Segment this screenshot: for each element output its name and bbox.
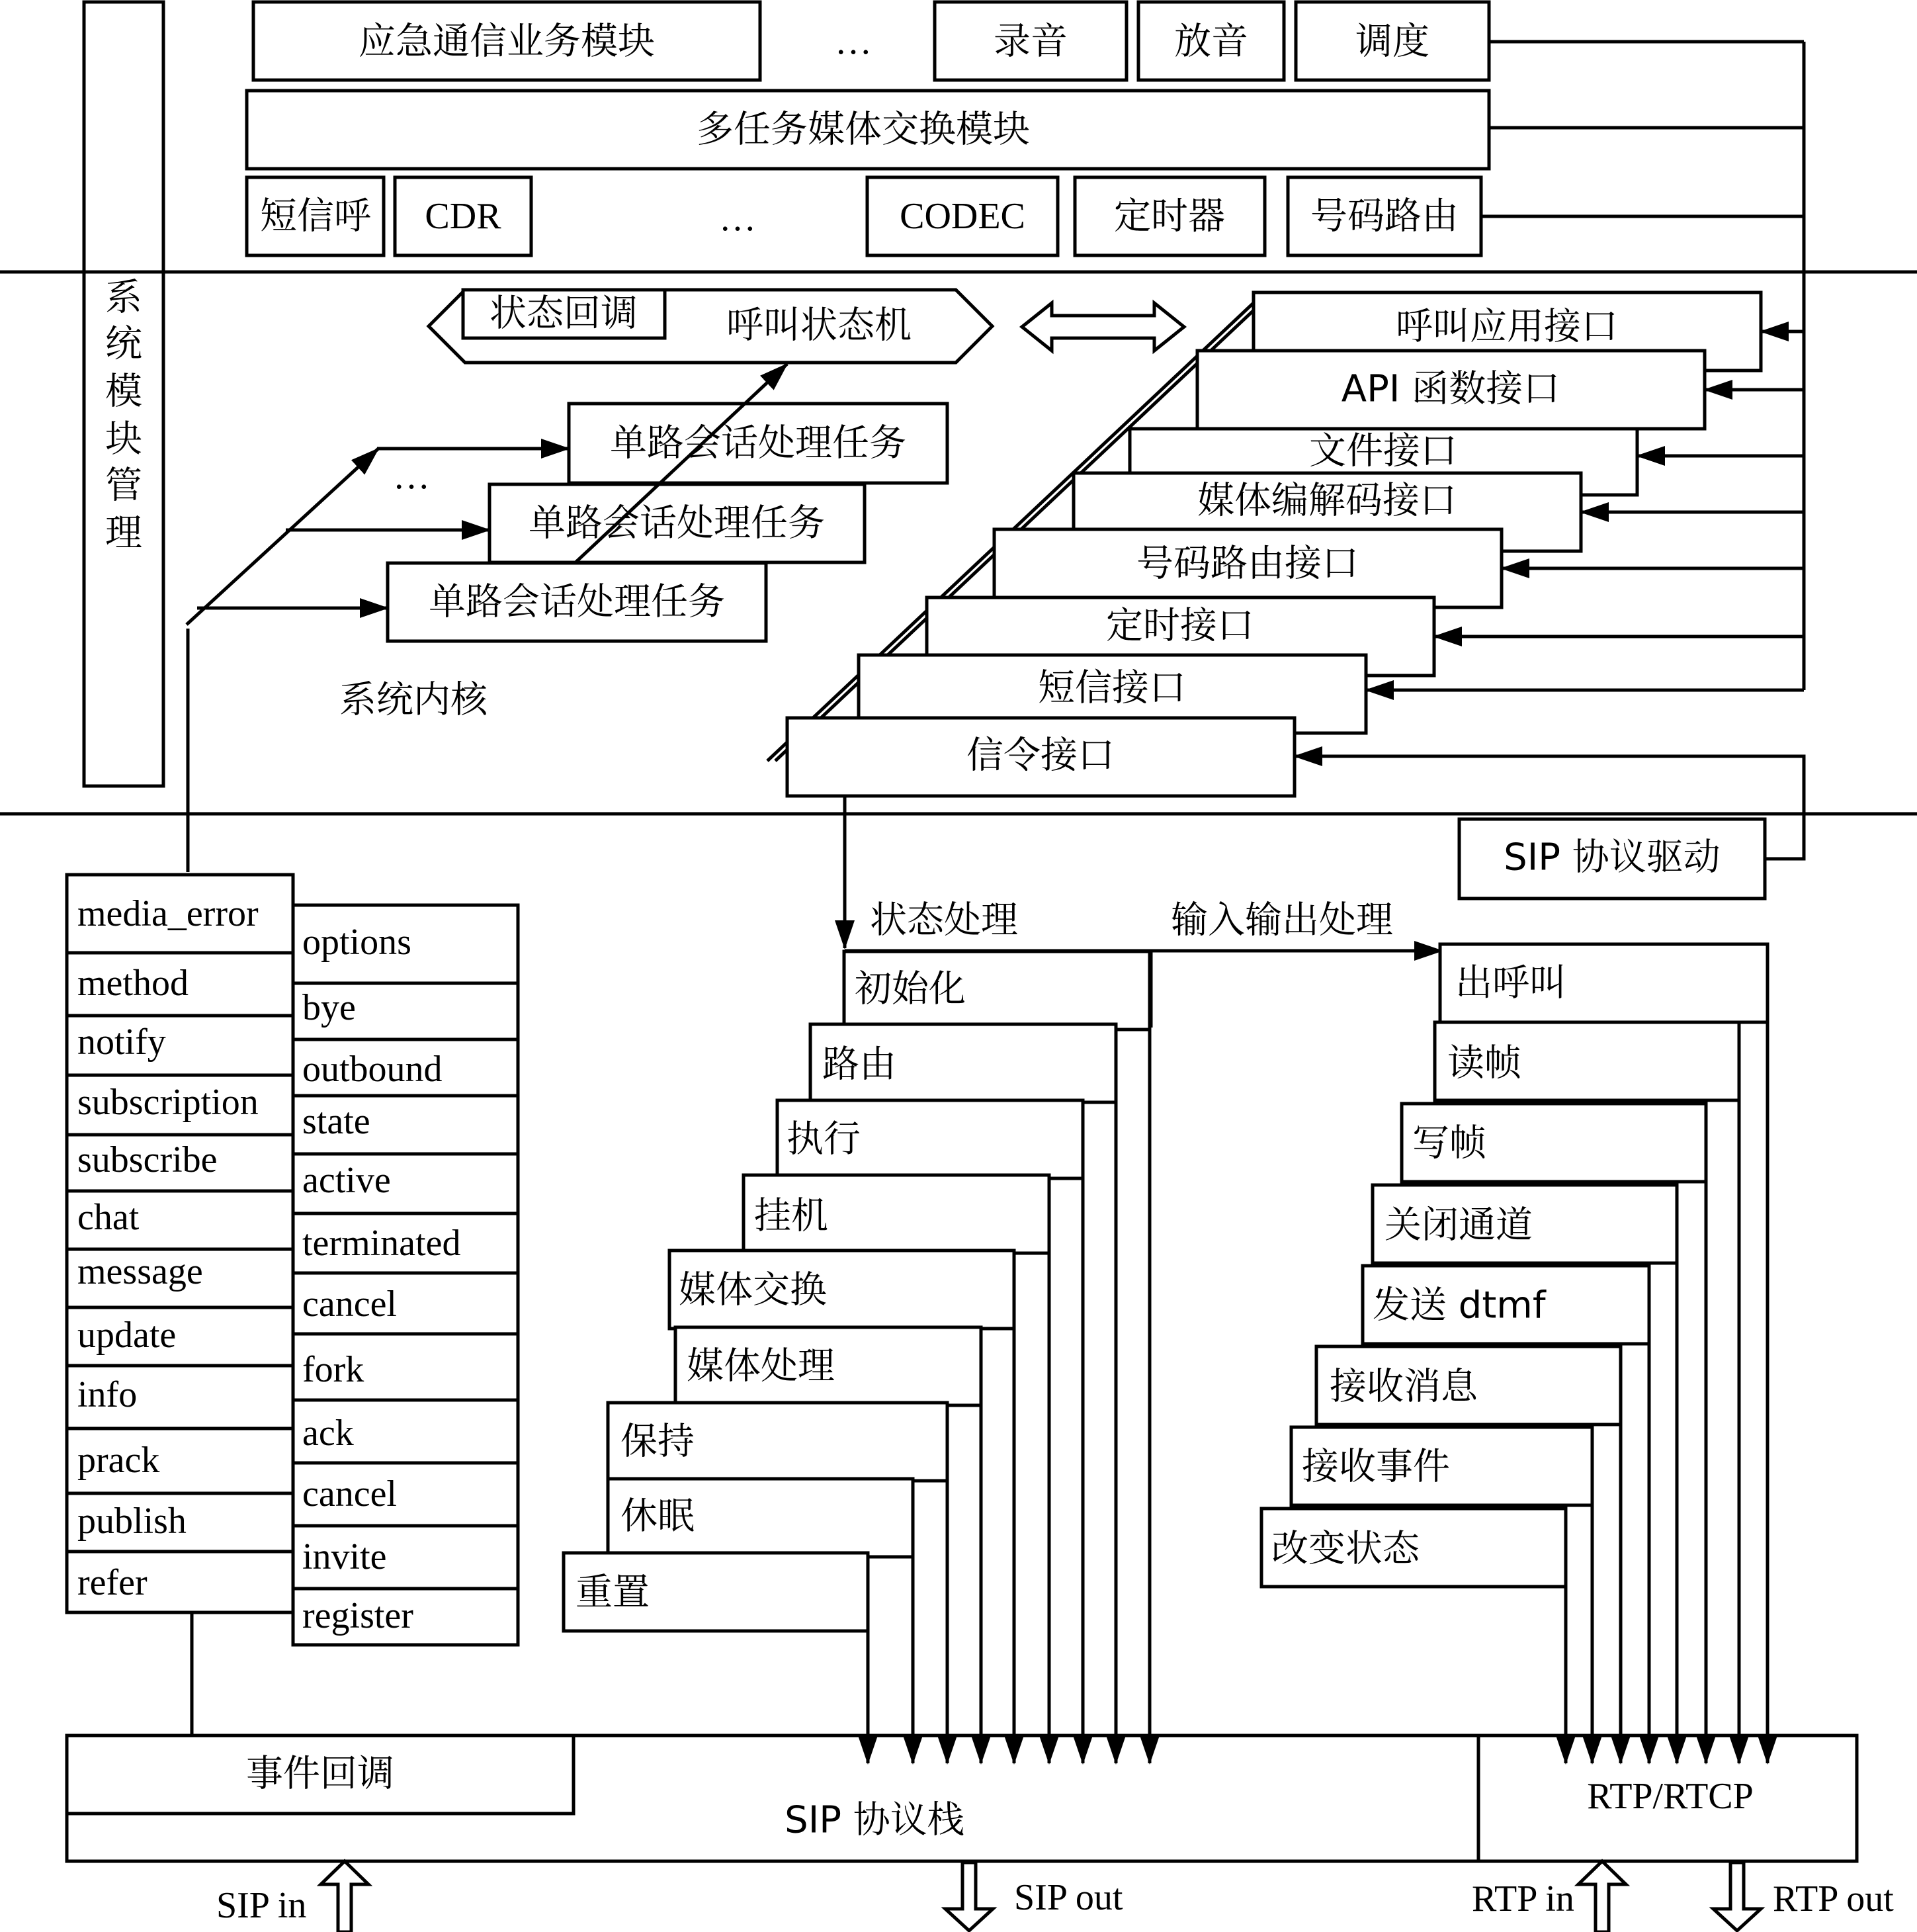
kernel-ellipsis: …: [393, 456, 430, 497]
number-routing-label: 号码路由: [1310, 195, 1459, 238]
rtp-rtcp-label: RTP/RTCP: [1587, 1776, 1754, 1817]
state-item-3: 挂机: [754, 1194, 828, 1238]
state-callback-label: 状态回调: [490, 292, 638, 335]
event-callback-label: 事件回调: [246, 1752, 394, 1796]
state-item-7: 休眠: [620, 1495, 695, 1538]
call-state-machine-label: 呼叫状态机: [726, 304, 912, 347]
method-label-11: register: [302, 1595, 413, 1636]
event-label-4: subscribe: [77, 1139, 218, 1180]
sip-in-arrow: [321, 1861, 368, 1932]
sys-mgmt-char-5: 理: [105, 511, 142, 555]
interface-label-0: 呼叫应用接口: [1396, 305, 1618, 349]
sip-out-label: SIP out: [1014, 1877, 1123, 1918]
method-label-2: outbound: [302, 1049, 443, 1090]
io-item-3: 关闭通道: [1384, 1204, 1533, 1247]
kernel-label: 系统内核: [339, 678, 488, 722]
method-label-10: invite: [302, 1536, 387, 1577]
session-task-label-3: 单路会话处理任务: [429, 580, 725, 624]
event-label-2: notify: [77, 1022, 166, 1063]
event-label-1: method: [77, 963, 189, 1004]
codec-label: CODEC: [900, 196, 1025, 237]
io-item-6: 接收事件: [1302, 1445, 1450, 1489]
sip-stack-label: SIP 协议栈: [785, 1798, 964, 1842]
app-ellipsis: …: [835, 21, 872, 62]
io-item-4: 发送 dtmf: [1373, 1284, 1546, 1327]
service-ellipsis: …: [719, 198, 756, 239]
session-task-label-2: 单路会话处理任务: [529, 502, 825, 545]
method-label-4: active: [302, 1160, 391, 1201]
io-item-2: 写帧: [1412, 1121, 1486, 1165]
state-processing-label: 状态处理: [870, 899, 1018, 942]
interface-label-7: 信令接口: [966, 734, 1115, 777]
io-processing-label: 输入输出处理: [1171, 899, 1393, 942]
io-item-7: 改变状态: [1271, 1527, 1420, 1571]
state-item-4: 媒体交换: [679, 1268, 827, 1312]
sys-mgmt-char-1: 统: [105, 322, 142, 366]
cdr-label: CDR: [425, 196, 501, 237]
method-label-5: terminated: [302, 1223, 461, 1264]
rtp-in-label: RTP in: [1472, 1878, 1574, 1919]
rtp-in-arrow: [1578, 1861, 1626, 1932]
kernel-diagonal: [187, 449, 378, 625]
rtp-out-arrow: [1713, 1863, 1761, 1931]
event-label-7: update: [77, 1315, 177, 1356]
event-label-9: prack: [77, 1440, 160, 1481]
sys-mgmt-char-4: 管: [105, 464, 142, 507]
bidirectional-arrow: [1022, 303, 1184, 351]
interface-label-2: 文件接口: [1309, 429, 1457, 473]
sms-call-label: 短信呼: [260, 195, 371, 238]
sys-mgmt-char-0: 系: [105, 276, 142, 320]
sip-out-arrow: [945, 1863, 993, 1931]
method-label-0: options: [302, 922, 411, 963]
interface-label-6: 短信接口: [1038, 666, 1186, 710]
io-item-1: 读帧: [1447, 1041, 1521, 1085]
sip-driver-label: SIP 协议驱动: [1504, 836, 1721, 879]
interface-label-4: 号码路由接口: [1136, 542, 1359, 586]
media-exchange-label: 多任务媒体交换模块: [697, 108, 1030, 152]
dispatch-label: 调度: [1355, 20, 1429, 64]
event-label-0: media_error: [77, 893, 259, 934]
event-label-8: info: [77, 1374, 138, 1415]
playback-label: 放音: [1174, 20, 1248, 64]
method-label-3: state: [302, 1101, 370, 1142]
record-label: 录音: [994, 20, 1068, 64]
io-item-0: 出呼叫: [1455, 961, 1566, 1005]
state-item-6: 保持: [620, 1420, 695, 1464]
rtp-out-label: RTP out: [1773, 1878, 1894, 1919]
emergency-module-label: 应急通信业务模块: [359, 20, 655, 64]
sys-mgmt-char-2: 模: [105, 370, 142, 414]
sip-in-label: SIP in: [216, 1885, 307, 1926]
method-label-8: ack: [302, 1413, 354, 1454]
interface-label-3: 媒体编解码接口: [1197, 479, 1457, 523]
io-item-5: 接收消息: [1330, 1365, 1478, 1409]
method-label-7: fork: [302, 1349, 364, 1390]
method-label-6: cancel: [302, 1284, 397, 1325]
state-item-0: 初始化: [855, 967, 966, 1011]
interface-label-5: 定时接口: [1106, 604, 1254, 648]
state-item-5: 媒体处理: [687, 1344, 835, 1388]
event-label-3: subscription: [77, 1082, 259, 1123]
method-label-1: bye: [302, 987, 356, 1028]
timer-label: 定时器: [1114, 195, 1225, 238]
event-label-11: refer: [77, 1562, 148, 1603]
event-label-6: message: [77, 1251, 203, 1292]
state-item-8: 重置: [575, 1571, 650, 1614]
event-label-5: chat: [77, 1197, 140, 1238]
io-steps: [1261, 944, 1768, 1587]
interface-label-1: API 函数接口: [1341, 367, 1560, 411]
state-item-2: 执行: [787, 1118, 861, 1161]
method-label-9: cancel: [302, 1473, 397, 1515]
session-task-label-1: 单路会话处理任务: [610, 421, 906, 465]
sys-mgmt-char-3: 块: [105, 417, 142, 461]
event-label-10: publish: [77, 1501, 187, 1542]
state-item-1: 路由: [822, 1043, 896, 1086]
